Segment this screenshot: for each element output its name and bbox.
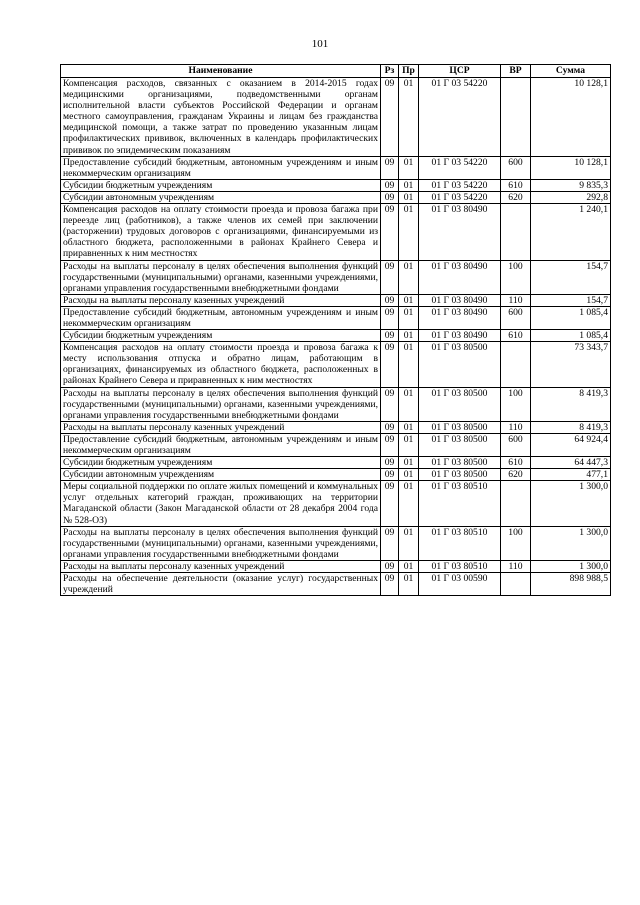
cell-sum: 1 300,0 [531, 481, 611, 526]
cell-name: Компенсация расходов на оплату стоимости проезда и провоза багажа при переезде лиц (работников), а также членов их семей при заключении (расторжении) трудовых договоров с организациями, финансируемыми из областного бюджета, расположенными в районах Крайнего Севера и приравненных к ним местностях [61, 204, 381, 260]
cell-name: Компенсация расходов на оплату стоимости проезда и провоза багажа к месту использования отпуска и обратно лицам, работающим в организациях, финансируемых из областного бюджета, расположенных в районах Крайнего Севера и приравненных к ним местностях [61, 342, 381, 387]
cell-vr: 100 [501, 260, 531, 294]
cell-pr: 01 [399, 260, 419, 294]
cell-csr: 01 Г 03 54220 [419, 179, 501, 191]
cell-sum: 1 240,1 [531, 204, 611, 260]
cell-name: Предоставление субсидий бюджетным, автономным учреждениям и иным некоммерческим организациям [61, 433, 381, 456]
table-row [61, 433, 611, 456]
cell-vr: 620 [501, 191, 531, 203]
cell-name: Предоставление субсидий бюджетным, автономным учреждениям и иным некоммерческим организациям [61, 306, 381, 329]
cell-csr: 01 Г 03 54220 [419, 78, 501, 157]
cell-sum: 10 128,1 [531, 78, 611, 157]
table-row [61, 294, 611, 306]
cell-csr: 01 Г 03 80490 [419, 330, 501, 342]
cell-csr: 01 Г 03 80490 [419, 204, 501, 260]
cell-name: Расходы на выплаты персоналу казенных учреждений [61, 294, 381, 306]
cell-pr: 01 [399, 294, 419, 306]
cell-rz: 09 [381, 560, 399, 572]
cell-vr: 600 [501, 433, 531, 456]
cell-csr: 01 Г 03 80490 [419, 306, 501, 329]
cell-rz: 09 [381, 481, 399, 526]
table-header-row [61, 65, 611, 78]
cell-rz: 09 [381, 330, 399, 342]
cell-vr: 100 [501, 387, 531, 421]
cell-pr: 01 [399, 433, 419, 456]
cell-pr: 01 [399, 526, 419, 560]
cell-rz: 09 [381, 78, 399, 157]
budget-table [60, 64, 611, 596]
table-row [61, 78, 611, 157]
cell-sum: 292,8 [531, 191, 611, 203]
table-row [61, 342, 611, 387]
cell-rz: 09 [381, 191, 399, 203]
cell-csr: 01 Г 03 80500 [419, 433, 501, 456]
cell-pr: 01 [399, 387, 419, 421]
cell-name: Субсидии бюджетным учреждениям [61, 457, 381, 469]
cell-sum: 1 300,0 [531, 560, 611, 572]
cell-pr: 01 [399, 560, 419, 572]
table-row [61, 481, 611, 526]
cell-csr: 01 Г 03 80490 [419, 260, 501, 294]
cell-csr: 01 Г 03 54220 [419, 156, 501, 179]
cell-vr: 600 [501, 306, 531, 329]
cell-pr: 01 [399, 156, 419, 179]
cell-sum: 8 419,3 [531, 421, 611, 433]
header-sum: Сумма [531, 65, 611, 78]
cell-rz: 09 [381, 156, 399, 179]
cell-pr: 01 [399, 179, 419, 191]
cell-name: Субсидии бюджетным учреждениям [61, 330, 381, 342]
cell-name: Расходы на выплаты персоналу в целях обеспечения выполнения функций государственными (муниципальными) органами, казенными учреждениями, органами управления государственными внебюджетными фондами [61, 387, 381, 421]
cell-vr [501, 78, 531, 157]
table-row [61, 260, 611, 294]
cell-name: Расходы на выплаты персоналу в целях обеспечения выполнения функций государственными (муниципальными) органами, казенными учреждениями, органами управления государственными внебюджетными фондами [61, 260, 381, 294]
cell-rz: 09 [381, 469, 399, 481]
cell-vr: 110 [501, 560, 531, 572]
cell-sum: 64 924,4 [531, 433, 611, 456]
cell-name: Субсидии бюджетным учреждениям [61, 179, 381, 191]
cell-name: Субсидии автономным учреждениям [61, 191, 381, 203]
cell-rz: 09 [381, 573, 399, 596]
cell-rz: 09 [381, 457, 399, 469]
cell-vr [501, 342, 531, 387]
cell-csr: 01 Г 03 80500 [419, 457, 501, 469]
cell-csr: 01 Г 03 80490 [419, 294, 501, 306]
cell-pr: 01 [399, 191, 419, 203]
table-row [61, 526, 611, 560]
cell-rz: 09 [381, 204, 399, 260]
header-name: Наименование [61, 65, 381, 78]
header-csr: ЦСР [419, 65, 501, 78]
cell-name: Расходы на обеспечение деятельности (оказание услуг) государственных учреждений [61, 573, 381, 596]
table-row [61, 330, 611, 342]
table-row [61, 387, 611, 421]
cell-pr: 01 [399, 469, 419, 481]
cell-rz: 09 [381, 387, 399, 421]
cell-name: Предоставление субсидий бюджетным, автономным учреждениям и иным некоммерческим организациям [61, 156, 381, 179]
table-row [61, 204, 611, 260]
cell-sum: 477,1 [531, 469, 611, 481]
cell-sum: 8 419,3 [531, 387, 611, 421]
table-row [61, 560, 611, 572]
cell-name: Субсидии автономным учреждениям [61, 469, 381, 481]
page-number: 101 [311, 38, 329, 50]
cell-csr: 01 Г 03 80510 [419, 560, 501, 572]
table-row [61, 179, 611, 191]
cell-vr: 610 [501, 330, 531, 342]
table-row [61, 573, 611, 596]
cell-vr [501, 204, 531, 260]
cell-csr: 01 Г 03 00590 [419, 573, 501, 596]
cell-vr: 620 [501, 469, 531, 481]
cell-rz: 09 [381, 260, 399, 294]
cell-rz: 09 [381, 306, 399, 329]
cell-vr [501, 573, 531, 596]
cell-pr: 01 [399, 457, 419, 469]
cell-vr: 610 [501, 457, 531, 469]
cell-rz: 09 [381, 433, 399, 456]
cell-pr: 01 [399, 573, 419, 596]
table-row [61, 421, 611, 433]
cell-csr: 01 Г 03 54220 [419, 191, 501, 203]
cell-vr [501, 481, 531, 526]
cell-name: Расходы на выплаты персоналу в целях обеспечения выполнения функций государственными (муниципальными) органами, казенными учреждениями, органами управления государственными внебюджетными фондами [61, 526, 381, 560]
cell-csr: 01 Г 03 80510 [419, 526, 501, 560]
cell-sum: 9 835,3 [531, 179, 611, 191]
cell-vr: 610 [501, 179, 531, 191]
cell-vr: 110 [501, 294, 531, 306]
header-vr: ВР [501, 65, 531, 78]
cell-rz: 09 [381, 342, 399, 387]
cell-sum: 154,7 [531, 294, 611, 306]
table-row [61, 306, 611, 329]
cell-pr: 01 [399, 306, 419, 329]
cell-pr: 01 [399, 481, 419, 526]
cell-pr: 01 [399, 342, 419, 387]
cell-sum: 154,7 [531, 260, 611, 294]
header-rz: Рз [381, 65, 399, 78]
table-row [61, 191, 611, 203]
cell-vr: 100 [501, 526, 531, 560]
cell-pr: 01 [399, 421, 419, 433]
cell-vr: 600 [501, 156, 531, 179]
cell-sum: 1 085,4 [531, 330, 611, 342]
cell-sum: 73 343,7 [531, 342, 611, 387]
table-body [61, 78, 611, 596]
cell-pr: 01 [399, 330, 419, 342]
cell-sum: 1 300,0 [531, 526, 611, 560]
cell-sum: 898 988,5 [531, 573, 611, 596]
cell-csr: 01 Г 03 80500 [419, 387, 501, 421]
cell-vr: 110 [501, 421, 531, 433]
cell-sum: 1 085,4 [531, 306, 611, 329]
cell-sum: 10 128,1 [531, 156, 611, 179]
cell-rz: 09 [381, 421, 399, 433]
cell-csr: 01 Г 03 80500 [419, 469, 501, 481]
table-row [61, 457, 611, 469]
cell-rz: 09 [381, 294, 399, 306]
cell-csr: 01 Г 03 80500 [419, 421, 501, 433]
table-row [61, 156, 611, 179]
cell-rz: 09 [381, 526, 399, 560]
cell-name: Расходы на выплаты персоналу казенных учреждений [61, 421, 381, 433]
cell-csr: 01 Г 03 80500 [419, 342, 501, 387]
cell-name: Меры социальной поддержки по оплате жилых помещений и коммунальных услуг отдельных категорий граждан, проживающих на территории Магаданской области (Закон Магаданской области от 28 декабря 2004 года № 528-ОЗ) [61, 481, 381, 526]
cell-csr: 01 Г 03 80510 [419, 481, 501, 526]
header-pr: Пр [399, 65, 419, 78]
table-row [61, 469, 611, 481]
cell-sum: 64 447,3 [531, 457, 611, 469]
cell-pr: 01 [399, 204, 419, 260]
cell-rz: 09 [381, 179, 399, 191]
cell-name: Компенсация расходов, связанных с оказанием в 2014-2015 годах медицинскими организациями, подведомственными органам исполнительной власти субъектов Российской Федерации и органам местного самоуправления, гражданам Украины и лицам без гражданства медицинской помощи, а также затрат по проведению указанным лицам профилактических прививок, включенных в календарь профилактических прививок по эпидемическим показаниям [61, 78, 381, 157]
cell-name: Расходы на выплаты персоналу казенных учреждений [61, 560, 381, 572]
cell-pr: 01 [399, 78, 419, 157]
